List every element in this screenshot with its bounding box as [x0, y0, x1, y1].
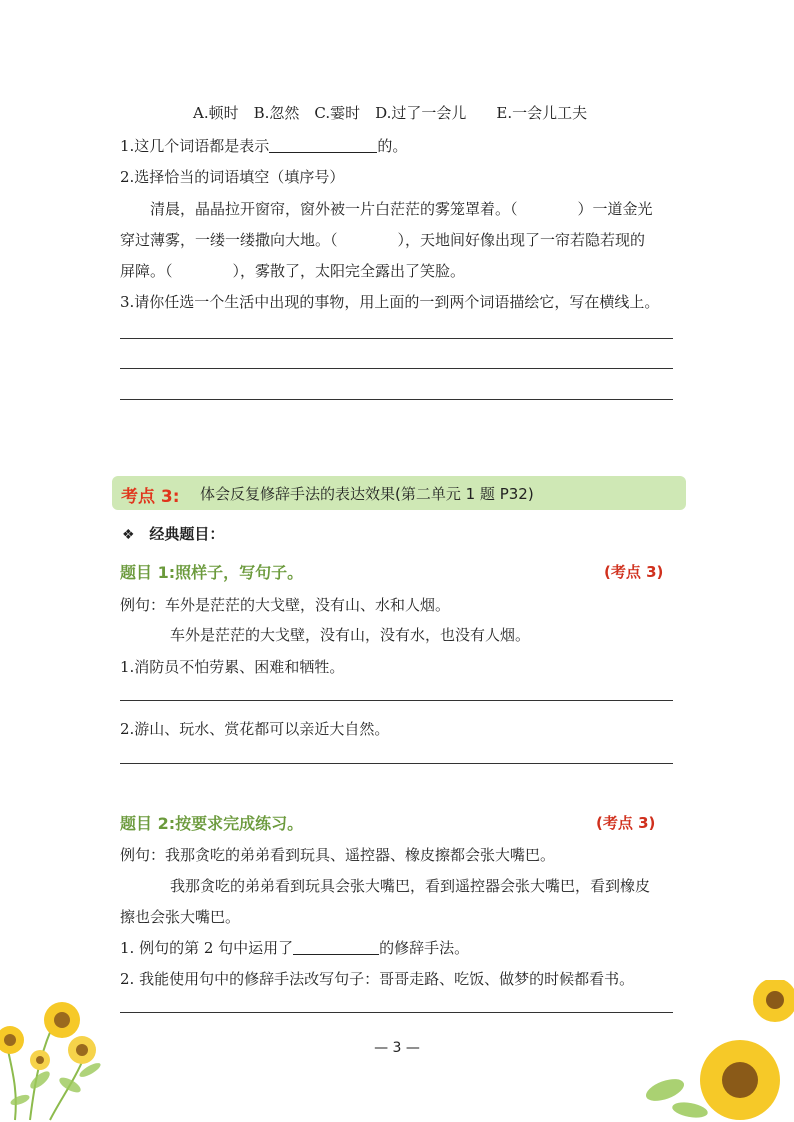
task-1-example-2: 车外是茫茫的大戈壁，没有山，没有水，也没有人烟。 [170, 626, 531, 644]
passage-line-2: 穿过薄雾，一缕一缕撒向大地。（ ），天地间好像出现了一帘若隐若现的 [120, 231, 646, 249]
task-1-title: 题目 1:照样子，写句子。 [120, 563, 304, 582]
banner-label: 考点 3: [121, 487, 180, 507]
question-1-prefix: 1.这几个词语都是表示 [120, 137, 270, 155]
task-2-example-3: 擦也会张大嘴巴。 [120, 908, 241, 926]
answer-line[interactable] [120, 368, 673, 369]
answer-line[interactable] [120, 1012, 673, 1013]
task-2-item-1-suffix: 的修辞手法。 [379, 939, 470, 957]
answer-line[interactable] [120, 763, 673, 764]
question-1-suffix: 的。 [377, 137, 408, 155]
answer-line[interactable] [120, 338, 673, 339]
passage-line-1: 清晨，晶晶拉开窗帘，窗外被一片白茫茫的雾笼罩着。（ ）一道金光 [150, 200, 653, 218]
task-1-item-1: 1.消防员不怕劳累、困难和牺牲。 [120, 658, 345, 676]
section-heading [122, 523, 224, 544]
question-3: 3.请你任选一个生活中出现的事物，用上面的一到两个词语描绘它，写在横线上。 [120, 293, 660, 311]
answer-line[interactable] [120, 700, 673, 701]
task-2-example-1: 例句：我那贪吃的弟弟看到玩具、遥控器、橡皮擦都会张大嘴巴。 [120, 846, 556, 864]
topic-banner [112, 476, 686, 510]
task-1-example-1: 例句：车外是茫茫的大戈壁，没有山、水和人烟。 [120, 596, 451, 614]
task-2-item-2: 2. 我能使用句中的修辞手法改写句子：哥哥走路、吃饭、做梦的时候都看书。 [120, 970, 635, 988]
task-1-tag: (考点 3) [604, 563, 664, 581]
answer-blank[interactable] [269, 138, 377, 153]
sunflower-left-icon [0, 960, 110, 1122]
task-2-title: 题目 2:按要求完成练习。 [120, 814, 304, 833]
word-options: A.顿时 B.忽然 C.霎时 D.过了一会儿 E.一会儿工夫 [193, 104, 588, 122]
task-2-example-2: 我那贪吃的弟弟看到玩具会张大嘴巴，看到遥控器会张大嘴巴，看到橡皮 [170, 877, 651, 895]
answer-blank[interactable] [293, 940, 379, 955]
passage-line-3: 屏障。（ ），雾散了，太阳完全露出了笑脸。 [120, 262, 466, 280]
diamond-bullet-icon: ❖ [122, 527, 135, 543]
task-2-item-1 [120, 937, 469, 958]
task-2-tag: (考点 3) [596, 814, 656, 832]
page-number: — 3 — [374, 1040, 420, 1056]
answer-line[interactable] [120, 399, 673, 400]
section-title: 经典题目： [149, 525, 225, 543]
question-2: 2.选择恰当的词语填空（填序号） [120, 168, 345, 186]
question-1 [120, 135, 407, 156]
sunflower-right-icon [640, 980, 794, 1122]
task-2-item-1-prefix: 1. 例句的第 2 句中运用了 [120, 939, 294, 957]
banner-text: 体会反复修辞手法的表达效果(第二单元 1 题 P32) [200, 485, 534, 503]
task-1-item-2: 2.游山、玩水、赏花都可以亲近大自然。 [120, 720, 390, 738]
